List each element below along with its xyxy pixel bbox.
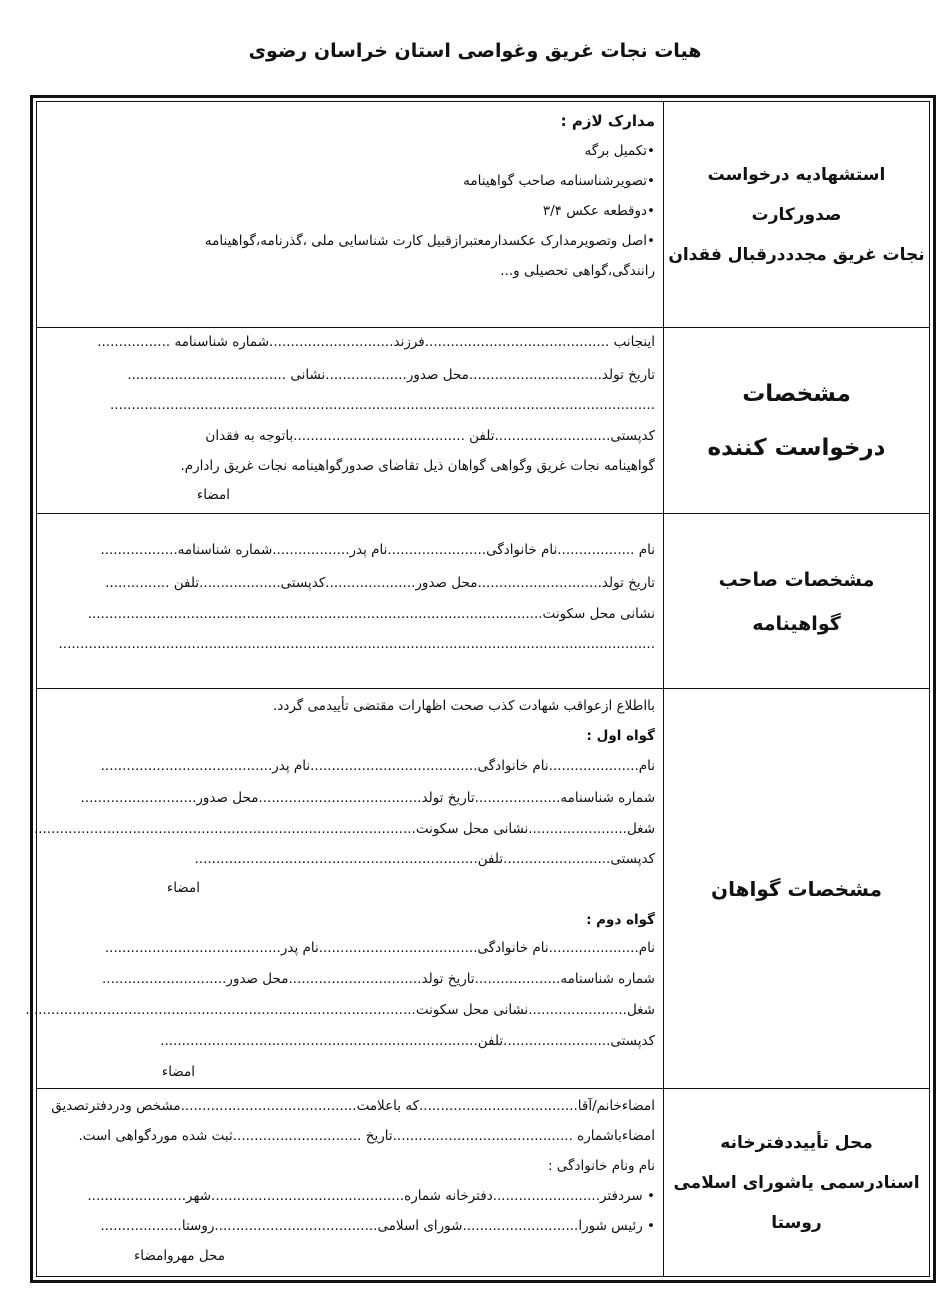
witness-1-line: شغل.......................نشانی محل سکونت.......................................................................................... [29, 821, 655, 837]
applicant-fields [42, 329, 655, 513]
applicant-line: کدپستی...........................تلفن ........................................باتوجه به فقدان [205, 428, 655, 444]
witness-1-line: شماره شناسنامه....................تاریخ تولد......................................محل صدور........................... [80, 790, 655, 806]
applicant-line: اینجانب ...........................................فرزند.............................شماره شناسنامه ................. [97, 334, 655, 350]
document-item: رانندگی،گواهی تحصیلی و... [500, 263, 655, 279]
notary-line: امضاءباشماره ..........................................تاریخ ..............................ثبت شده موردگواهی است. [78, 1128, 655, 1144]
card-request-label: استشهادیه درخواست صدورکارت نجات غریق مجدددرقبال فقدان [668, 165, 925, 265]
document-item: •تکمیل برگه [584, 143, 655, 159]
row-divider [36, 1088, 930, 1089]
applicant-line: تاریخ تولد...............................محل صدور...................نشانی ..................................... [127, 367, 655, 383]
witness-2-line: کدپستی.........................تلفن.......................................................................... [160, 1033, 655, 1049]
notary-fields [42, 1090, 655, 1275]
witness-2-line: شغل.......................نشانی محل سکونت........................................................................................... [25, 1002, 655, 1018]
witness-1-heading: گواه اول : [586, 728, 655, 744]
holder-line: ........................................................................................................................................... [58, 636, 655, 652]
holder-fields [42, 515, 655, 688]
notary-line: • سردفتر.........................دفترخانه شماره.............................................شهر....................... [87, 1188, 655, 1204]
witness-2-line: نام.....................نام خانوادگی.....................................نام پدر......................................... [104, 940, 655, 956]
witness-1-signature: امضاء [166, 880, 200, 896]
witnesses-intro: بااطلاع ازعواقب شهادت کذب صحت اظهارات مقتضی تأییدمی گردد. [273, 698, 655, 714]
document-title: هیات نجات غریق وغواصی استان خراسان رضوی [248, 40, 702, 62]
notary-line: امضاءخانم/آقا.....................................که باعلامت.........................................مشخص ودردفترتصدیق [51, 1098, 655, 1114]
notary-line: نام ونام خانوادگی : [547, 1158, 655, 1174]
witnesses-label: مشخصات گواهان [711, 877, 882, 901]
row-divider [36, 513, 930, 514]
witness-1-line: نام.....................نام خانوادگی.......................................نام پدر........................................ [100, 758, 655, 774]
document-item: •اصل وتصویرمدارک عکسدارمعتبرازقبیل کارت شناسایی ملی ،گذرنامه،گواهینامه [204, 233, 655, 249]
notary-label: محل تأییددفترخانه اسنادرسمی یاشورای اسلامی روستا [673, 1132, 920, 1233]
document-item: •دوقطعه عکس ۳/۴ [542, 203, 655, 219]
document-item: •تصویرشناسنامه صاحب گواهینامه [463, 173, 655, 189]
row-divider [36, 327, 930, 328]
holder-line: تاریخ تولد.............................محل صدور.....................کدپستی...................تلفن ............... [105, 575, 655, 591]
notary-line: • رئیس شورا...........................شورای اسلامی......................................روستا................... [100, 1218, 655, 1234]
stamp-signature-place: محل مهروامضاء [133, 1248, 225, 1264]
witness-1-line: کدپستی.........................تلفن.................................................................. [194, 851, 655, 867]
row-divider [36, 688, 930, 689]
witness-2-line: شماره شناسنامه....................تاریخ تولد...............................محل صدور............................. [101, 971, 655, 987]
holder-line: نشانی محل سکونت.......................................................................................................... [87, 606, 655, 622]
witness-2-heading: گواه دوم : [586, 912, 655, 928]
applicant-line: گواهینامه نجات غریق وگواهی گواهان ذیل تقاضای صدورگواهینامه نجات غریق رادارم. [180, 458, 655, 474]
applicant-label: مشخصات درخواست کننده [707, 381, 886, 461]
applicant-signature: امضاء [196, 487, 230, 503]
holder-line: نام ..................نام خانوادگی.......................نام پدر..................شماره شناسنامه.................. [100, 542, 655, 558]
witness-2-signature: امضاء [161, 1064, 195, 1080]
holder-label: مشخصات صاحب گواهینامه [718, 568, 875, 635]
applicant-line: ............................................................................................................................... [110, 397, 655, 413]
column-divider [663, 101, 664, 1277]
required-documents-heading: مدارک لازم : [560, 112, 655, 130]
witnesses-fields [25, 690, 655, 1088]
required-documents [42, 103, 655, 327]
